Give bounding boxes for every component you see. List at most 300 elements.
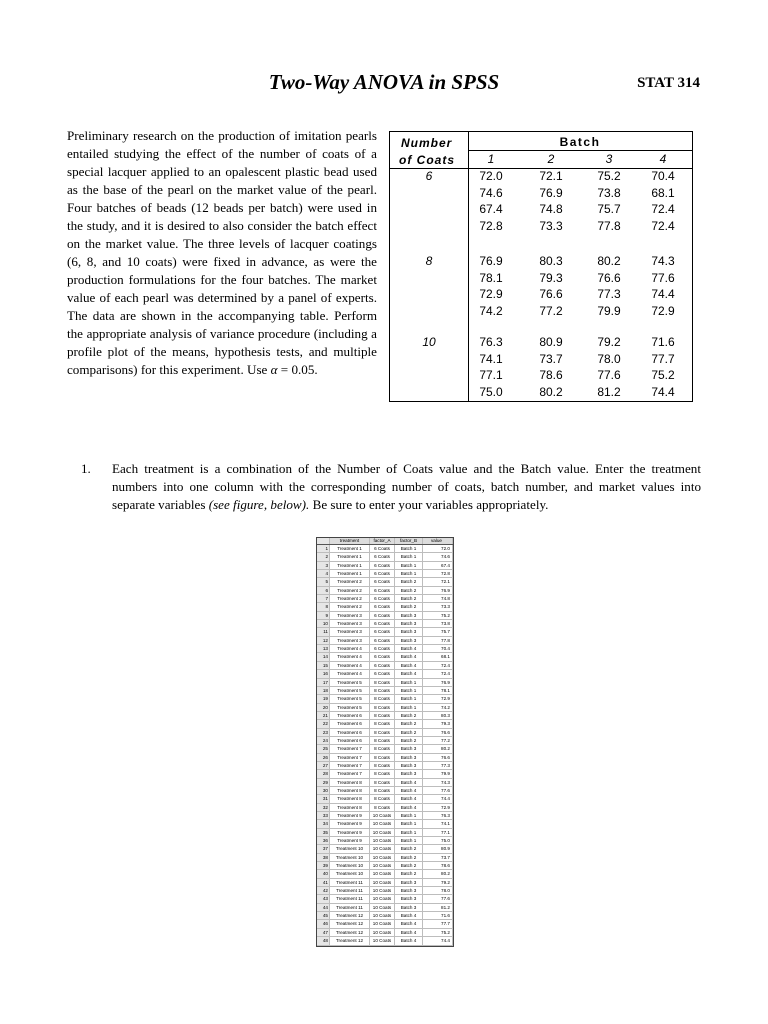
spss-cell[interactable]: 72.8 — [423, 570, 453, 577]
spss-cell[interactable]: 80.3 — [423, 712, 453, 719]
spss-cell[interactable]: Treatment 6 — [330, 720, 370, 727]
spss-row — [317, 729, 453, 737]
spss-cell[interactable]: Batch 4 — [395, 653, 423, 660]
spss-cell[interactable]: 78.1 — [423, 687, 453, 694]
instruction-item-1 — [81, 460, 701, 514]
spss-row-number[interactable]: 1 — [317, 545, 330, 552]
spss-cell[interactable]: Treatment 11 — [330, 904, 370, 911]
spss-row-number[interactable]: 42 — [317, 887, 330, 894]
spss-cell[interactable]: 74.6 — [423, 553, 453, 560]
spss-cell[interactable]: Treatment 8 — [330, 779, 370, 786]
spss-cell[interactable]: Batch 1 — [395, 837, 423, 844]
spss-cell[interactable]: 71.6 — [423, 912, 453, 919]
spss-cell[interactable]: Treatment 3 — [330, 612, 370, 619]
spss-cell[interactable]: Batch 1 — [395, 570, 423, 577]
spss-cell[interactable]: Batch 2 — [395, 603, 423, 610]
spss-cell[interactable]: 79.9 — [423, 770, 453, 777]
spss-row-number[interactable]: 44 — [317, 904, 330, 911]
spss-cell[interactable]: Treatment 10 — [330, 870, 370, 877]
spss-cell[interactable]: 8 Coats — [370, 720, 395, 727]
spss-row-number[interactable]: 26 — [317, 754, 330, 761]
data-value: 73.3 — [539, 218, 563, 233]
spss-cell[interactable]: Treatment 7 — [330, 762, 370, 769]
spss-cell[interactable]: Treatment 1 — [330, 570, 370, 577]
spss-cell[interactable]: Batch 4 — [395, 912, 423, 919]
spss-row-number[interactable]: 8 — [317, 603, 330, 610]
spss-row-number[interactable]: 46 — [317, 920, 330, 927]
spss-cell[interactable]: Treatment 3 — [330, 637, 370, 644]
spss-cell[interactable]: 8 Coats — [370, 787, 395, 794]
coats-header-line2: of Coats — [399, 153, 455, 167]
spss-cell[interactable]: Batch 3 — [395, 637, 423, 644]
spss-cell[interactable]: Treatment 3 — [330, 628, 370, 635]
spss-cell[interactable]: 6 Coats — [370, 553, 395, 560]
spss-cell[interactable]: Batch 2 — [395, 587, 423, 594]
spss-cell[interactable]: 77.6 — [423, 895, 453, 902]
spss-cell[interactable]: 81.2 — [423, 904, 453, 911]
instruction-number: 1. — [81, 461, 91, 476]
spss-cell[interactable]: 6 Coats — [370, 603, 395, 610]
spss-cell[interactable]: Treatment 4 — [330, 670, 370, 677]
spss-column-treatment[interactable]: treatment — [330, 538, 370, 544]
data-value: 76.9 — [539, 185, 563, 200]
spss-cell[interactable]: Batch 2 — [395, 729, 423, 736]
spss-cell[interactable]: 75.2 — [423, 612, 453, 619]
spss-row-number[interactable]: 6 — [317, 587, 330, 594]
spss-row-number[interactable]: 10 — [317, 620, 330, 627]
spss-cell[interactable]: 8 Coats — [370, 754, 395, 761]
spss-cell[interactable]: 75.7 — [423, 628, 453, 635]
spss-cell[interactable]: 73.3 — [423, 603, 453, 610]
spss-cell[interactable]: Batch 1 — [395, 553, 423, 560]
spss-cell[interactable]: Treatment 6 — [330, 729, 370, 736]
spss-row-number[interactable]: 33 — [317, 812, 330, 819]
data-value: 76.3 — [479, 335, 503, 349]
data-value: 74.4 — [651, 384, 675, 399]
spss-cell[interactable]: 6 Coats — [370, 578, 395, 585]
spss-row-number[interactable]: 41 — [317, 879, 330, 886]
spss-cell[interactable]: Batch 3 — [395, 620, 423, 627]
spss-row-number[interactable]: 27 — [317, 762, 330, 769]
spss-cell[interactable]: Treatment 1 — [330, 553, 370, 560]
spss-cell[interactable]: 6 Coats — [370, 562, 395, 569]
spss-cell[interactable]: 77.1 — [423, 829, 453, 836]
spss-cell[interactable]: 8 Coats — [370, 729, 395, 736]
spss-cell[interactable]: 8 Coats — [370, 779, 395, 786]
spss-row-number[interactable]: 31 — [317, 795, 330, 802]
data-value: 73.7 — [539, 351, 563, 366]
spss-cell[interactable]: 8 Coats — [370, 704, 395, 711]
data-value: 75.2 — [651, 368, 675, 382]
batch-number-2: 2 — [547, 152, 555, 166]
spss-cell[interactable]: Batch 1 — [395, 562, 423, 569]
spss-cell[interactable]: 74.8 — [423, 595, 453, 602]
spss-cell[interactable]: 79.3 — [423, 720, 453, 727]
spss-cell[interactable]: 10 Coats — [370, 845, 395, 852]
spss-row-number[interactable]: 32 — [317, 804, 330, 811]
spss-cell[interactable]: 75.2 — [423, 929, 453, 936]
spss-row — [317, 804, 453, 812]
spss-row-number[interactable]: 9 — [317, 612, 330, 619]
spss-cell[interactable]: 6 Coats — [370, 670, 395, 677]
spss-cell[interactable]: Treatment 4 — [330, 653, 370, 660]
spss-cell[interactable]: 74.1 — [423, 820, 453, 827]
spss-cell[interactable]: 77.3 — [423, 762, 453, 769]
spss-cell[interactable]: 8 Coats — [370, 804, 395, 811]
spss-cell[interactable]: 6 Coats — [370, 628, 395, 635]
spss-cell[interactable]: 10 Coats — [370, 912, 395, 919]
data-value: 72.4 — [651, 202, 675, 216]
spss-row — [317, 887, 453, 895]
spss-cell[interactable]: 72.0 — [423, 545, 453, 552]
spss-cell[interactable]: Treatment 5 — [330, 687, 370, 694]
spss-row — [317, 545, 453, 553]
spss-row-number[interactable]: 11 — [317, 628, 330, 635]
spss-cell[interactable]: 73.8 — [423, 620, 453, 627]
spss-row-number[interactable]: 7 — [317, 595, 330, 602]
spss-cell[interactable]: Treatment 8 — [330, 804, 370, 811]
spss-row — [317, 845, 453, 853]
spss-row-number[interactable]: 38 — [317, 854, 330, 861]
spss-cell[interactable]: Treatment 7 — [330, 754, 370, 761]
spss-cell[interactable]: 8 Coats — [370, 770, 395, 777]
spss-cell[interactable]: Treatment 1 — [330, 562, 370, 569]
spss-cell[interactable]: 10 Coats — [370, 820, 395, 827]
spss-row-number[interactable]: 23 — [317, 729, 330, 736]
spss-cell[interactable]: 6 Coats — [370, 570, 395, 577]
spss-cell[interactable]: Treatment 11 — [330, 895, 370, 902]
spss-cell[interactable]: Treatment 4 — [330, 645, 370, 652]
spss-cell[interactable]: 10 Coats — [370, 929, 395, 936]
spss-cell[interactable]: 77.2 — [423, 737, 453, 744]
spss-row-number[interactable]: 28 — [317, 770, 330, 777]
spss-row — [317, 904, 453, 912]
spss-cell[interactable]: Batch 1 — [395, 695, 423, 702]
spss-cell[interactable]: Treatment 9 — [330, 837, 370, 844]
spss-cell[interactable]: 8 Coats — [370, 687, 395, 694]
spss-cell[interactable]: 6 Coats — [370, 545, 395, 552]
spss-row-number[interactable]: 24 — [317, 737, 330, 744]
spss-row-number[interactable]: 48 — [317, 937, 330, 944]
spss-data-rows — [317, 545, 453, 946]
spss-cell[interactable]: 6 Coats — [370, 637, 395, 644]
spss-row-number[interactable]: 4 — [317, 570, 330, 577]
spss-cell[interactable]: 72.1 — [423, 578, 453, 585]
spss-cell[interactable]: Treatment 10 — [330, 845, 370, 852]
spss-cell[interactable]: 6 Coats — [370, 662, 395, 669]
spss-row — [317, 712, 453, 720]
spss-cell[interactable]: Treatment 9 — [330, 820, 370, 827]
spss-cell[interactable]: 10 Coats — [370, 887, 395, 894]
spss-cell[interactable]: Treatment 6 — [330, 712, 370, 719]
spss-cell[interactable]: Treatment 3 — [330, 620, 370, 627]
spss-cell[interactable]: 8 Coats — [370, 762, 395, 769]
spss-cell[interactable]: 6 Coats — [370, 653, 395, 660]
spss-cell[interactable]: Batch 4 — [395, 795, 423, 802]
data-value: 71.6 — [651, 335, 675, 349]
spss-row-number[interactable]: 39 — [317, 862, 330, 869]
spss-cell[interactable]: Treatment 11 — [330, 887, 370, 894]
spss-cell[interactable]: Batch 2 — [395, 578, 423, 585]
spss-cell[interactable]: Treatment 1 — [330, 545, 370, 552]
spss-row-number[interactable]: 36 — [317, 837, 330, 844]
spss-cell[interactable]: 10 Coats — [370, 862, 395, 869]
spss-cell[interactable]: Treatment 12 — [330, 929, 370, 936]
data-value: 75.7 — [597, 202, 621, 216]
spss-cell[interactable]: 77.8 — [423, 637, 453, 644]
spss-row-number[interactable]: 43 — [317, 895, 330, 902]
spss-cell[interactable]: 76.3 — [423, 812, 453, 819]
spss-cell[interactable]: Batch 3 — [395, 745, 423, 752]
spss-cell[interactable]: Batch 3 — [395, 887, 423, 894]
spss-cell[interactable]: 10 Coats — [370, 829, 395, 836]
data-value: 80.2 — [539, 384, 563, 399]
spss-cell[interactable]: Batch 3 — [395, 762, 423, 769]
spss-cell[interactable]: 10 Coats — [370, 920, 395, 927]
spss-cell[interactable]: 72.4 — [423, 662, 453, 669]
data-value: 80.2 — [597, 254, 621, 268]
spss-row-number[interactable]: 22 — [317, 720, 330, 727]
spss-cell[interactable]: Batch 2 — [395, 854, 423, 861]
spss-cell[interactable]: Batch 4 — [395, 670, 423, 677]
spss-cell[interactable]: Batch 2 — [395, 720, 423, 727]
spss-cell[interactable]: 74.3 — [423, 779, 453, 786]
spss-cell[interactable]: 6 Coats — [370, 620, 395, 627]
spss-cell[interactable]: Batch 2 — [395, 862, 423, 869]
spss-cell[interactable]: 6 Coats — [370, 645, 395, 652]
spss-cell[interactable]: Treatment 5 — [330, 695, 370, 702]
data-value: 73.8 — [597, 185, 621, 200]
spss-cell[interactable]: Batch 1 — [395, 545, 423, 552]
spss-cell[interactable]: Treatment 10 — [330, 862, 370, 869]
spss-row-number[interactable]: 40 — [317, 870, 330, 877]
spss-cell[interactable]: Batch 4 — [395, 929, 423, 936]
spss-cell[interactable]: 6 Coats — [370, 587, 395, 594]
spss-cell[interactable]: Batch 4 — [395, 787, 423, 794]
spss-row — [317, 854, 453, 862]
data-value: 76.6 — [539, 287, 563, 301]
spss-row — [317, 553, 453, 561]
spss-cell[interactable]: 10 Coats — [370, 937, 395, 944]
spss-cell[interactable]: Treatment 12 — [330, 937, 370, 944]
spss-cell[interactable]: Batch 3 — [395, 754, 423, 761]
spss-cell[interactable]: Treatment 2 — [330, 587, 370, 594]
data-value: 78.1 — [479, 270, 503, 285]
spss-cell[interactable]: 10 Coats — [370, 837, 395, 844]
spss-row — [317, 912, 453, 920]
spss-cell[interactable]: 72.9 — [423, 695, 453, 702]
spss-corner-cell[interactable] — [317, 538, 330, 544]
spss-row-number[interactable]: 21 — [317, 712, 330, 719]
spss-cell[interactable]: 74.4 — [423, 795, 453, 802]
spss-row — [317, 562, 453, 570]
spss-cell[interactable]: 74.4 — [423, 937, 453, 944]
spss-row-number[interactable]: 29 — [317, 779, 330, 786]
spss-cell[interactable]: Batch 1 — [395, 820, 423, 827]
spss-cell[interactable]: 75.0 — [423, 837, 453, 844]
spss-cell[interactable]: 70.4 — [423, 645, 453, 652]
spss-cell[interactable]: Batch 3 — [395, 612, 423, 619]
spss-cell[interactable]: Batch 3 — [395, 904, 423, 911]
spss-cell[interactable]: 80.9 — [423, 845, 453, 852]
spss-cell[interactable]: Treatment 4 — [330, 662, 370, 669]
coats-header-cell — [390, 132, 468, 169]
data-value: 68.1 — [651, 185, 675, 200]
data-value: 72.1 — [539, 169, 563, 183]
spss-row-number[interactable]: 37 — [317, 845, 330, 852]
spss-cell[interactable]: Treatment 5 — [330, 679, 370, 686]
spss-cell[interactable]: Batch 2 — [395, 845, 423, 852]
spss-cell[interactable]: 76.6 — [423, 754, 453, 761]
spss-cell[interactable]: Treatment 5 — [330, 704, 370, 711]
spss-cell[interactable]: 76.9 — [423, 587, 453, 594]
spss-cell[interactable]: 78.0 — [423, 887, 453, 894]
spss-cell[interactable]: Treatment 2 — [330, 603, 370, 610]
spss-cell[interactable]: 78.6 — [423, 862, 453, 869]
spss-cell[interactable]: Batch 2 — [395, 712, 423, 719]
spss-cell[interactable]: Treatment 7 — [330, 745, 370, 752]
spss-column-factor_A[interactable]: factor_A — [370, 538, 395, 544]
spss-row — [317, 754, 453, 762]
spss-column-value[interactable]: value — [423, 538, 453, 544]
spss-cell[interactable]: Batch 1 — [395, 679, 423, 686]
spss-row-number[interactable]: 13 — [317, 645, 330, 652]
spss-cell[interactable]: Batch 1 — [395, 829, 423, 836]
spss-cell[interactable]: Batch 4 — [395, 662, 423, 669]
data-value: 74.3 — [651, 254, 675, 268]
spss-cell[interactable]: Treatment 7 — [330, 770, 370, 777]
spss-cell[interactable]: 8 Coats — [370, 795, 395, 802]
spss-cell[interactable]: Batch 2 — [395, 595, 423, 602]
spss-cell[interactable]: Treatment 12 — [330, 920, 370, 927]
spss-row-number[interactable]: 14 — [317, 653, 330, 660]
spss-row-number[interactable]: 16 — [317, 670, 330, 677]
spss-row-number[interactable]: 5 — [317, 578, 330, 585]
spss-row — [317, 812, 453, 820]
spss-cell[interactable]: Treatment 10 — [330, 854, 370, 861]
spss-cell[interactable]: 8 Coats — [370, 695, 395, 702]
spss-cell[interactable]: 8 Coats — [370, 712, 395, 719]
spss-cell[interactable]: 72.4 — [423, 670, 453, 677]
data-value: 77.7 — [651, 351, 675, 366]
spss-cell[interactable]: Batch 4 — [395, 937, 423, 944]
spss-cell[interactable]: 76.9 — [423, 679, 453, 686]
spss-row — [317, 779, 453, 787]
spss-cell[interactable]: Batch 2 — [395, 870, 423, 877]
spss-cell[interactable]: Batch 4 — [395, 645, 423, 652]
spss-cell[interactable]: Treatment 9 — [330, 812, 370, 819]
batch-number-1: 1 — [487, 152, 495, 166]
spss-cell[interactable]: 10 Coats — [370, 854, 395, 861]
spss-cell[interactable]: 77.7 — [423, 920, 453, 927]
data-value: 78.0 — [597, 351, 621, 366]
spss-cell[interactable]: Treatment 11 — [330, 879, 370, 886]
spss-cell[interactable]: 76.6 — [423, 729, 453, 736]
spss-row-number[interactable]: 25 — [317, 745, 330, 752]
spss-cell[interactable]: 80.2 — [423, 745, 453, 752]
spss-cell[interactable]: Treatment 8 — [330, 795, 370, 802]
spss-cell[interactable]: 10 Coats — [370, 879, 395, 886]
page-title: Two-Way ANOVA in SPSS — [268, 70, 500, 94]
spss-row — [317, 870, 453, 878]
spss-row-number[interactable]: 19 — [317, 695, 330, 702]
spss-row — [317, 653, 453, 661]
coats-level-8: 8 — [425, 254, 433, 268]
intro-text: Preliminary research on the production of imitation pearls entailed studying the effect of the number of coats of a special lacquer applied to an opalescent plastic bead used as the base of the pearl on the market value of the pearl. Four batches of beads (12 beads per batch) were used in the study, and it is desired to also consider the batch effect on the market value. The three levels of lacquer coatings (6, 8, and 10 coats) were fixed in advance, as were the production formulations for the four batches. The market value of each pearl was determined by a panel of experts. The data are shown in the accompanying table. Perform the appropriate analysis of variance procedure (including a profile plot of the means, hypothesis tests, and multiple comparisons) for this experiment. Use — [67, 128, 377, 377]
spss-row — [317, 620, 453, 628]
spss-row-number[interactable]: 34 — [317, 820, 330, 827]
spss-cell[interactable]: 73.7 — [423, 854, 453, 861]
data-value: 79.2 — [597, 335, 621, 349]
spss-row-number[interactable]: 3 — [317, 562, 330, 569]
spss-row-number[interactable]: 47 — [317, 929, 330, 936]
spss-cell[interactable]: Batch 3 — [395, 628, 423, 635]
instruction-text: Each treatment is a combination of the Number of Coats value and the Batch value. Enter the treatment numbers into one column with the corresponding number of coats, batch number, and market values into separate variables — [112, 461, 701, 512]
spss-cell[interactable]: Batch 1 — [395, 704, 423, 711]
data-value: 67.4 — [479, 202, 503, 216]
spss-cell[interactable]: 10 Coats — [370, 870, 395, 877]
spss-cell[interactable]: Batch 1 — [395, 687, 423, 694]
spss-cell[interactable]: 6 Coats — [370, 612, 395, 619]
spss-cell[interactable]: Batch 4 — [395, 779, 423, 786]
spss-row-number[interactable]: 45 — [317, 912, 330, 919]
spss-row-number[interactable]: 15 — [317, 662, 330, 669]
spss-cell[interactable]: 10 Coats — [370, 812, 395, 819]
spss-cell[interactable]: Batch 4 — [395, 804, 423, 811]
batch-number-3: 3 — [605, 152, 613, 166]
spss-row — [317, 737, 453, 745]
spss-cell[interactable]: 6 Coats — [370, 595, 395, 602]
spss-cell[interactable]: Batch 1 — [395, 812, 423, 819]
spss-cell[interactable]: Batch 3 — [395, 770, 423, 777]
spss-cell[interactable]: Treatment 12 — [330, 912, 370, 919]
spss-cell[interactable]: 8 Coats — [370, 745, 395, 752]
spss-cell[interactable]: Batch 4 — [395, 920, 423, 927]
spss-row-number[interactable]: 20 — [317, 704, 330, 711]
spss-cell[interactable]: Treatment 2 — [330, 595, 370, 602]
spss-row-number[interactable]: 2 — [317, 553, 330, 560]
spss-cell[interactable]: 10 Coats — [370, 895, 395, 902]
spss-cell[interactable]: 72.9 — [423, 804, 453, 811]
spss-cell[interactable]: Treatment 6 — [330, 737, 370, 744]
spss-cell[interactable]: Treatment 8 — [330, 787, 370, 794]
spss-cell[interactable]: 8 Coats — [370, 679, 395, 686]
spss-row-number[interactable]: 35 — [317, 829, 330, 836]
spss-cell[interactable]: 10 Coats — [370, 904, 395, 911]
spss-row-number[interactable]: 12 — [317, 637, 330, 644]
spss-cell[interactable]: 74.2 — [423, 704, 453, 711]
spss-row-number[interactable]: 17 — [317, 679, 330, 686]
data-value: 74.1 — [479, 351, 503, 366]
spss-cell[interactable]: 8 Coats — [370, 737, 395, 744]
spss-cell[interactable]: 80.2 — [423, 870, 453, 877]
spss-cell[interactable]: 77.6 — [423, 787, 453, 794]
spss-column-factor_B[interactable]: factor_B — [395, 538, 423, 544]
spss-cell[interactable]: 79.2 — [423, 879, 453, 886]
spss-row — [317, 687, 453, 695]
spss-row-number[interactable]: 18 — [317, 687, 330, 694]
spss-cell[interactable]: 67.4 — [423, 562, 453, 569]
data-value: 75.2 — [597, 169, 621, 183]
data-value: 77.1 — [479, 368, 503, 382]
spss-cell[interactable]: 68.1 — [423, 653, 453, 660]
spss-cell[interactable]: Batch 2 — [395, 737, 423, 744]
spss-cell[interactable]: Treatment 2 — [330, 578, 370, 585]
spss-cell[interactable]: Treatment 9 — [330, 829, 370, 836]
spss-row-number[interactable]: 30 — [317, 787, 330, 794]
spss-cell[interactable]: Batch 3 — [395, 895, 423, 902]
spss-cell[interactable]: Batch 3 — [395, 879, 423, 886]
